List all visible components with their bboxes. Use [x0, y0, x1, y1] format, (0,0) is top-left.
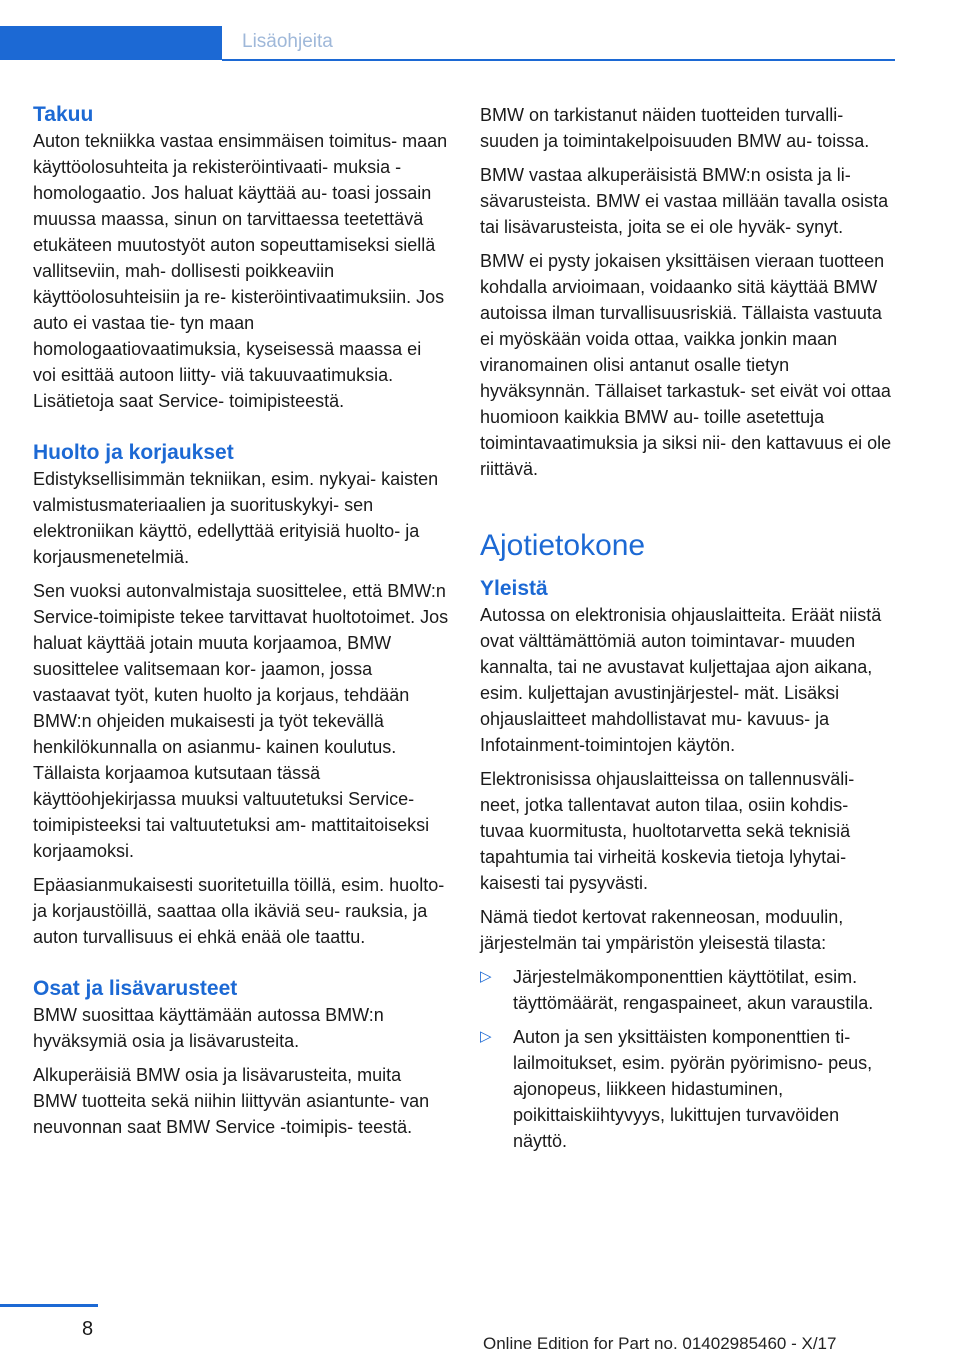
paragraph: BMW on tarkistanut näiden tuotteiden turvalli‐ suuden ja toimintakelpoisuuden BMW au‐ toissa.: [480, 105, 870, 151]
header-accent-bar: [0, 26, 222, 60]
edition-note: Online Edition for Part no. 01402985460 - X/17: [483, 1334, 837, 1353]
paragraph: Auton tekniikka vastaa ensimmäisen toimitus‐ maan käyttöolosuhteita ja rekisteröintivaati‐ muksia ‐ homologaatio. Jos haluat käyttää au‐ toasi jossain muussa maassa, sinun on tarvittaessa teetettävä etukäteen muutostyöt auton sopeuttamiseksi siellä vallitseviin, mah‐ dollisesti poikkeaviin käyttöolosuhteisiin ja re‐ kisteröintivaatimuksiin. Jos auto ei vastaa tie‐ tyn maan homologaatiovaatimuksia, kyseisessä maassa ei voi esittää autoon liitty‐ viä takuuvaatimuksia. Lisätietoja saat Service‐ toimipisteestä.: [33, 131, 448, 411]
section-title-osat: Osat ja lisävarusteet: [33, 977, 238, 1000]
paragraph: Sen vuoksi autonvalmistaja suosittelee, että BMW:n Service‐toimipiste tekee tarvittavat huoltotoimet. Jos haluat käyttää jotain muuta korjaamoa, BMW suosittelee valitsemaan kor‐ jaamon, jossa vastaavat työt, kuten huolto ja korjaus, tehdään BMW:n ohjeiden mukaisesti ja työt tekevällä henkilökunnalla on asianmu‐ kainen koulutus. Tällaista korjaamoa kutsutaan tässä käyttöohjekirjassa muuksi valtuutetuksi Service‐toimipisteeksi tai valtuutetuksi am‐ mattitaitoiseksi korjaamoksi.: [33, 581, 449, 861]
triangle-bullet-icon: ▷: [480, 968, 492, 985]
list-item: [480, 964, 896, 1016]
paragraph: Alkuperäisiä BMW osia ja lisävarusteita, muita BMW tuotteita sekä niihin liittyvän asiantunte‐ van neuvonnan saat BMW Service ‐toimipis‐ teestä.: [33, 1065, 430, 1137]
list-item-text: Auton ja sen yksittäisten komponenttien ti‐ lailmoitukset, esim. pyörän pyörimisno‐ peus, ajonopeus, liikkeen hidastuminen, poikittaiskiihtyvyys, lukittujen turvavöiden näyttö.: [513, 1027, 873, 1151]
chapter-title: Lisäohjeita: [242, 31, 333, 52]
paragraph: BMW vastaa alkuperäisistä BMW:n osista ja li‐ sävarusteista. BMW ei vastaa millään tavalla osista tai lisävarusteista, joita se ei ole hyväk‐ synyt.: [480, 165, 889, 237]
paragraph: BMW suosittaa käyttämään autossa BMW:n hyväksymiä osia ja lisävarusteita.: [33, 1005, 384, 1051]
list-item-text: Järjestelmäkomponenttien käyttötilat, esim. täyttömäärät, rengaspaineet, akun varaustila.: [513, 967, 874, 1013]
paragraph: Autossa on elektronisia ohjauslaitteita. Eräät niistä ovat välttämättömiä auton toimintavar‐ muuden kannalta, tai ne avustavat kuljettajaa ajon aikana, esim. kuljettajan avustinjärjestel‐ mät. Lisäksi ohjauslaitteet mahdollistavat mu‐ kavuus‐ ja Infotainment‐toimintojen käytön.: [480, 605, 882, 755]
section-title-takuu: Takuu: [33, 103, 94, 126]
paragraph: Nämä tiedot kertovat rakenneosan, moduulin, järjestelmän tai ympäristön yleisestä tilasta:: [480, 907, 844, 953]
list-item: [480, 1024, 896, 1154]
footer-rule: [0, 1304, 98, 1307]
section-title-yleista: Yleistä: [480, 577, 548, 600]
paragraph: Edistyksellisimmän tekniikan, esim. nykyai‐ kaisten valmistusmateriaalien ja suorituskykyi‐ sen elektroniikan käyttö, edellyttää erityisiä huolto‐ ja korjausmenetelmiä.: [33, 469, 439, 567]
header-rule: [222, 59, 895, 61]
right-column: [480, 102, 896, 1154]
triangle-bullet-icon: ▷: [480, 1028, 492, 1045]
bullet-list: [480, 964, 896, 1154]
paragraph: Elektronisissa ohjauslaitteissa on tallennusväli‐ neet, jotka tallentavat auton tilaa, osiin kohdis‐ tuvaa kuormitusta, huoltotarvetta sekä teknisiä tapahtumia tai virheitä koskevia tietoja lyhytai‐ kaisesti tai pysyvästi.: [480, 769, 855, 893]
paragraph: BMW ei pysty jokaisen yksittäisen vieraan tuotteen kohdalla arvioimaan, voidaanko sitä käyttää BMW autoissa ilman turvallisuusriskiä. Tällaista vastuuta ei myöskään voida ottaa, vaikka jonkin maan viranomainen olisi antanut osalle tietyn hyväksynnän. Tällaiset tarkastuk‐ set eivät voi ottaa huomioon kaikkia BMW au‐ toille asetettuja toimintavaatimuksia ja siksi nii‐ den kattavuus ei ole riittävä.: [480, 251, 892, 479]
left-column: [33, 102, 449, 1140]
chapter-heading-ajotietokone: Ajotietokone: [480, 529, 646, 562]
paragraph: Epäasianmukaisesti suoritetuilla töillä, esim. huolto‐ ja korjaustöillä, saattaa olla ikäviä seu‐ rauksia, ja auton turvallisuus ei ehkä enää ole taattu.: [33, 875, 445, 947]
section-title-huolto: Huolto ja korjaukset: [33, 441, 234, 464]
page-number: 8: [82, 1318, 94, 1340]
